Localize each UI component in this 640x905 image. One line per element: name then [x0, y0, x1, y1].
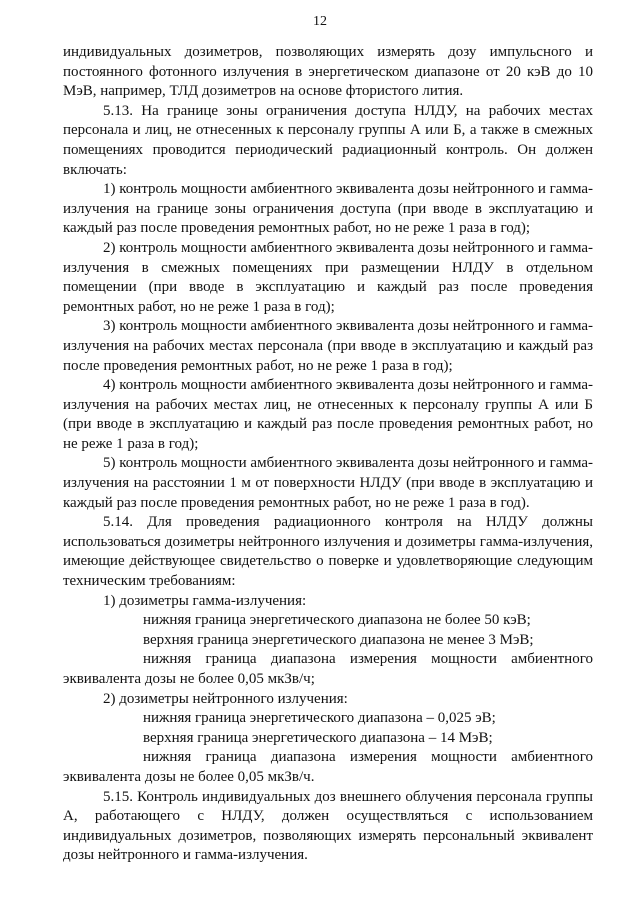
neutron-upper-energy-bound: верхняя граница энергетического диапазона – 14 МэВ; — [143, 729, 493, 746]
gamma-lower-dose-rate-bound: нижняя граница диапазона измерения мощности амбиентного эквивалента дозы не более 0,05 мкЗв/ч; — [63, 651, 593, 687]
list-item-5-13-3: 3) контроль мощности амбиентного эквивалента дозы нейтронного и гамма-излучения на рабочих местах персонала (при вводе в эксплуатацию и каждый раз после проведения ремонтных работ, но не реже 1 раза в год); — [63, 318, 593, 374]
list-item-5-13-2: 2) контроль мощности амбиентного эквивалента дозы нейтронного и гамма-излучения в смежных помещениях при размещении НЛДУ в отдельном помещении (при вводе в эксплуатацию и каждый раз после проведения ремонтных работ, но не реже 1 раза в год); — [63, 239, 593, 315]
list-item-gamma-dosimeters: 1) дозиметры гамма-излучения: — [103, 592, 307, 609]
paragraph-5-14: 5.14. Для проведения радиационного контроля на НЛДУ должны использоваться дозиметры нейтронного излучения и дозиметры гамма-излучения, имеющие действующее свидетельство о поверке и удовлетворяющие следующим техническим требованиям: — [63, 514, 593, 590]
list-item-5-13-4: 4) контроль мощности амбиентного эквивалента дозы нейтронного и гамма-излучения на рабочих местах лиц, не отнесенных к персоналу группы А или Б (при вводе в эксплуатацию и каждый раз после проведения ремонтных работ, но не реже 1 раза в год); — [63, 377, 593, 452]
list-item-5-13-1: 1) контроль мощности амбиентного эквивалента дозы нейтронного и гамма-излучения на границе зоны ограничения доступа (при вводе в эксплуатацию и каждый раз после проведения ремонтных работ, но не реже 1 раза в год); — [63, 181, 593, 237]
paragraph-5-15: 5.15. Контроль индивидуальных доз внешнего облучения персонала группы А, работающего с НЛДУ, должен осуществляться с использованием индивидуальных дозиметров, позволяющих измерять персональный эквивалент дозы нейтронного и гамма-излучения. — [63, 788, 593, 864]
paragraph-5-13: 5.13. На границе зоны ограничения доступа НЛДУ, на рабочих местах персонала и лиц, не отнесенных к персоналу группы А или Б, а также в смежных помещениях проводится периодический радиационный контроль. Он должен включать: — [63, 102, 593, 178]
list-item-5-13-5: 5) контроль мощности амбиентного эквивалента дозы нейтронного и гамма-излучения на расстоянии 1 м от поверхности НЛДУ (при вводе в эксплуатацию и каждый раз после проведения ремонтных работ, но не реже 1 раза в год). — [63, 455, 593, 511]
list-item-neutron-dosimeters: 2) дозиметры нейтронного излучения: — [103, 690, 348, 707]
document-body — [63, 43, 593, 866]
gamma-lower-energy-bound: нижняя граница энергетического диапазона не более 50 кэВ; — [143, 612, 531, 629]
neutron-lower-energy-bound: нижняя граница энергетического диапазона – 0,025 эВ; — [143, 710, 496, 727]
page-number: 12 — [313, 14, 327, 29]
neutron-lower-dose-rate-bound: нижняя граница диапазона измерения мощности амбиентного эквивалента дозы не более 0,05 мкЗв/ч. — [63, 749, 593, 785]
paragraph-continuation: индивидуальных дозиметров, позволяющих измерять дозу импульсного и постоянного фотонного излучения в энергетическом диапазоне от 20 кэВ до 10 МэВ, например, ТЛД дозиметров на основе фтористого лития. — [63, 44, 593, 100]
gamma-upper-energy-bound: верхняя граница энергетического диапазона не менее 3 МэВ; — [143, 631, 534, 648]
